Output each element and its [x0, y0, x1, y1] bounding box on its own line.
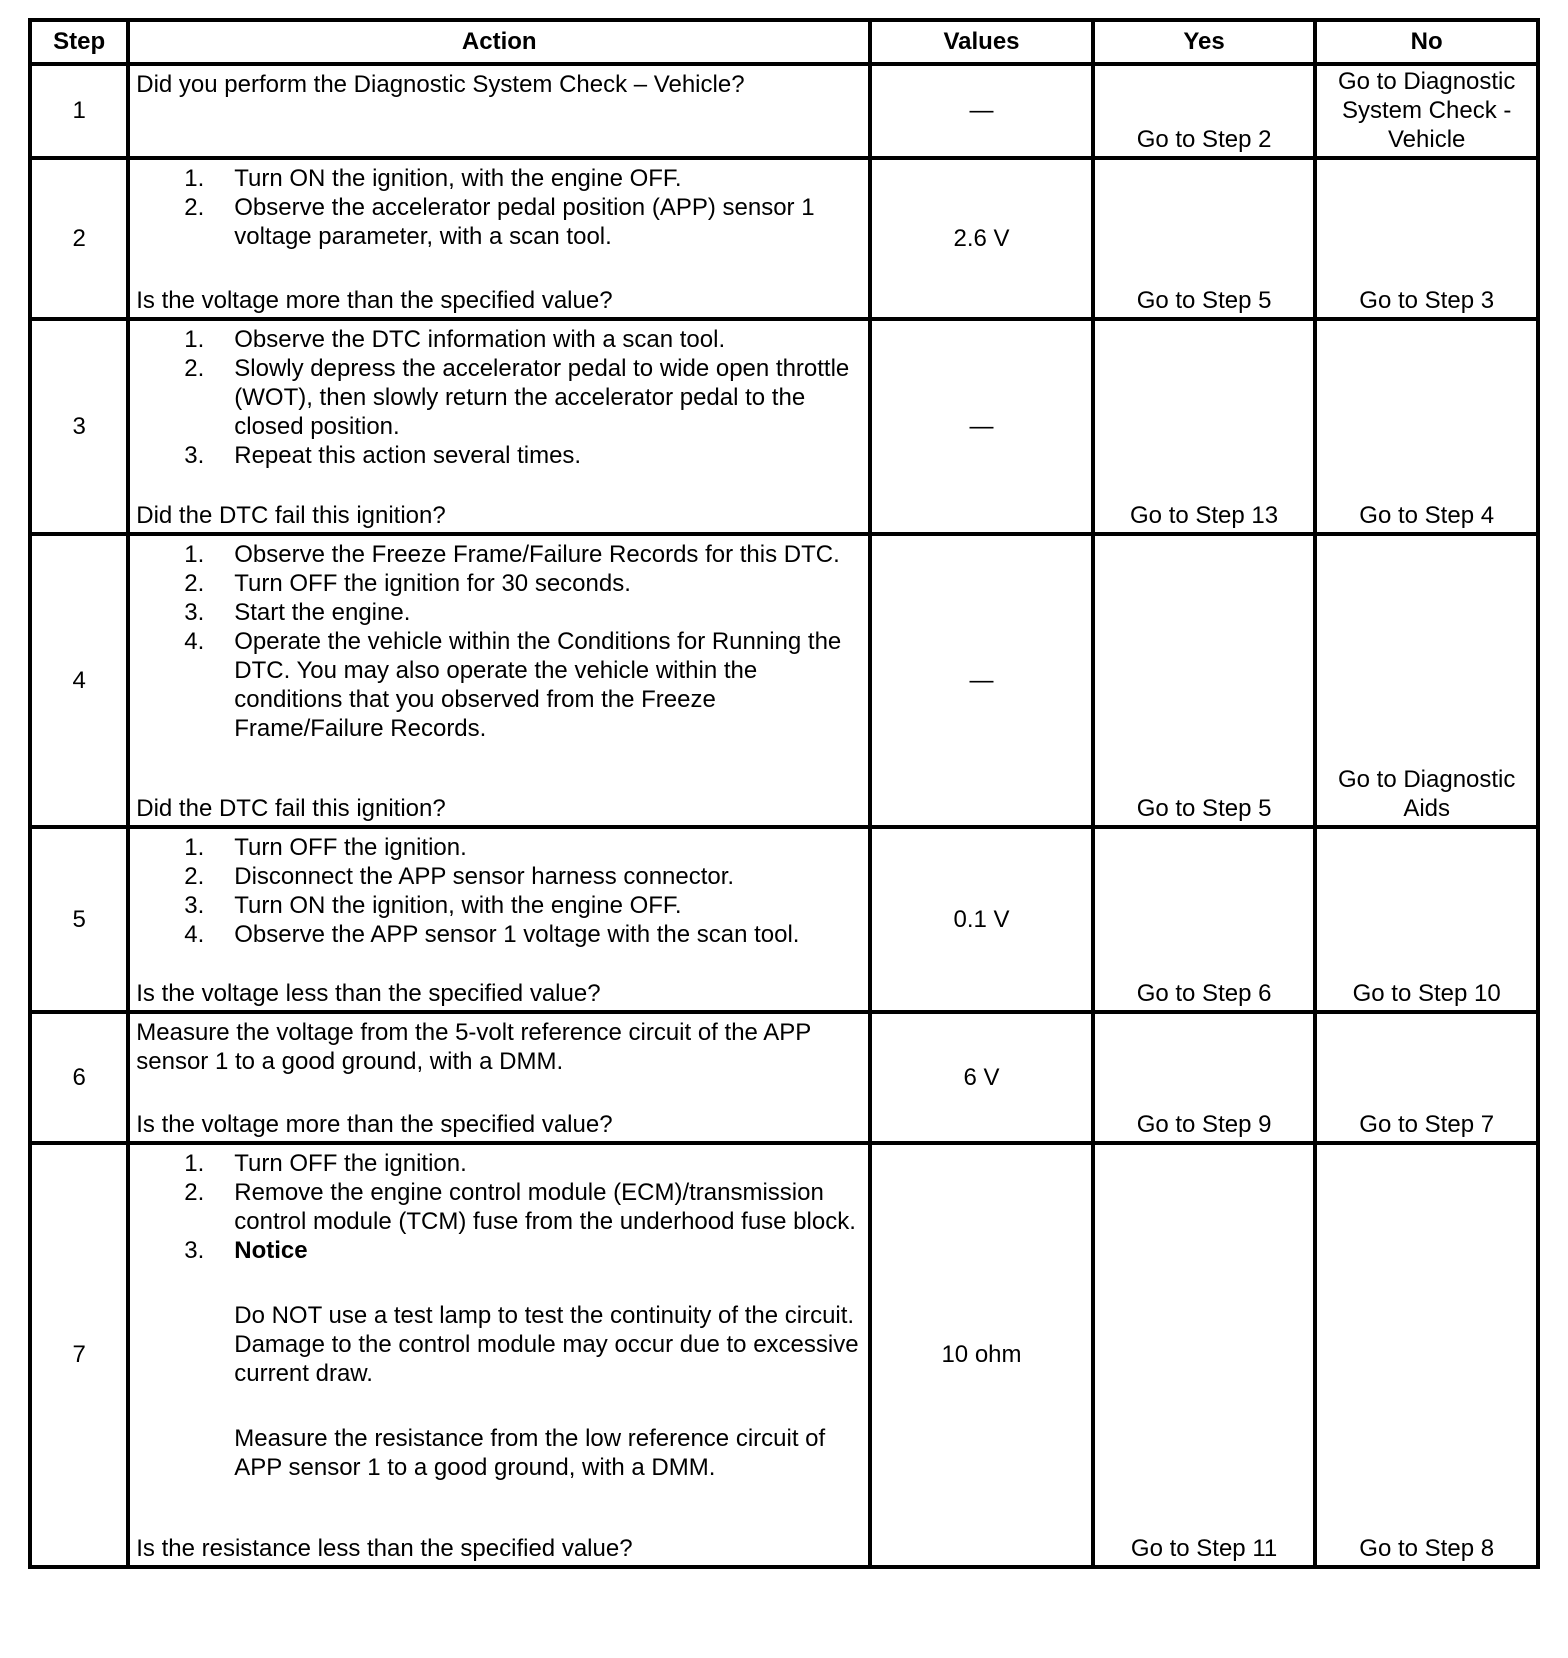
- step-number: 4: [30, 534, 128, 827]
- value-cell: 6 V: [870, 1012, 1093, 1143]
- table-row: [30, 534, 1538, 827]
- action-steps-list: [130, 160, 868, 251]
- action-cell: [128, 1012, 870, 1143]
- list-item: 2. Remove the engine control module (ECM)/transmission control module (TCM) fuse from the underhood fuse block.: [184, 1179, 856, 1235]
- value-cell: —: [870, 319, 1093, 534]
- yes-cell: Go to Step 5: [1093, 158, 1316, 319]
- value-cell: 2.6 V: [870, 158, 1093, 319]
- measure-instruction: Measure the resistance from the low reference circuit of APP sensor 1 to a good ground, with a DMM.: [234, 1425, 826, 1481]
- action-steps-list: [130, 536, 868, 743]
- no-cell: Go to Diagnostic System Check - Vehicle: [1315, 64, 1538, 158]
- yes-cell: Go to Step 9: [1093, 1012, 1316, 1143]
- list-item: 3. Turn ON the ignition, with the engine OFF.: [184, 892, 682, 919]
- table-row: [30, 827, 1538, 1012]
- list-item: 3. Start the engine.: [184, 599, 411, 626]
- action-question: Did the DTC fail this ignition?: [136, 502, 446, 529]
- no-cell: Go to Step 4: [1315, 319, 1538, 534]
- list-item: 2. Turn OFF the ignition for 30 seconds.: [184, 570, 631, 597]
- list-item: 2. Slowly depress the accelerator pedal to wide open throttle (WOT), then slowly return the accelerator pedal to the closed position.: [184, 355, 850, 440]
- no-cell: Go to Step 3: [1315, 158, 1538, 319]
- list-item: 3. Repeat this action several times.: [184, 442, 582, 469]
- step-number: 6: [30, 1012, 128, 1143]
- header-action: Action: [128, 20, 870, 64]
- header-step: Step: [30, 20, 128, 64]
- action-cell: [128, 319, 870, 534]
- action-steps-list: [130, 829, 868, 949]
- step-number: 1: [30, 64, 128, 158]
- table-row: [30, 1012, 1538, 1143]
- action-cell: [128, 1143, 870, 1567]
- list-item: 1. Turn OFF the ignition.: [184, 834, 467, 861]
- list-item: 1. Turn OFF the ignition.: [184, 1150, 467, 1177]
- action-cell: [128, 827, 870, 1012]
- yes-cell: Go to Step 13: [1093, 319, 1316, 534]
- step-number: 5: [30, 827, 128, 1012]
- no-cell: Go to Step 7: [1315, 1012, 1538, 1143]
- action-question: Is the voltage more than the specified value?: [136, 1111, 613, 1138]
- step-number: 7: [30, 1143, 128, 1567]
- step-number: 3: [30, 319, 128, 534]
- notice-body: Do NOT use a test lamp to test the continuity of the circuit. Damage to the control module may occur due to excessive current draw.: [234, 1302, 859, 1387]
- list-item: 1. Observe the DTC information with a scan tool.: [184, 326, 726, 353]
- notice-heading: Notice: [234, 1237, 308, 1264]
- yes-cell: Go to Step 2: [1093, 64, 1316, 158]
- table-row: [30, 158, 1538, 319]
- action-question: Is the resistance less than the specified value?: [136, 1535, 633, 1562]
- no-cell: Go to Diagnostic Aids: [1315, 534, 1538, 827]
- action-steps-list: [130, 321, 868, 470]
- no-cell: Go to Step 8: [1315, 1143, 1538, 1567]
- list-item: 4. Operate the vehicle within the Conditions for Running the DTC. You may also operate the vehicle within the conditions that you observed from the Freeze Frame/Failure Records.: [184, 628, 842, 742]
- list-item: 2. Disconnect the APP sensor harness connector.: [184, 863, 735, 890]
- list-item: 1. Turn ON the ignition, with the engine OFF.: [184, 165, 682, 192]
- header-no: No: [1315, 20, 1538, 64]
- table-row: [30, 1143, 1538, 1567]
- action-text: Measure the voltage from the 5-volt reference circuit of the APP sensor 1 to a good ground, with a DMM.: [136, 1019, 811, 1075]
- header-yes: Yes: [1093, 20, 1316, 64]
- action-cell: [128, 64, 870, 158]
- no-cell: Go to Step 10: [1315, 827, 1538, 1012]
- yes-cell: Go to Step 11: [1093, 1143, 1316, 1567]
- table-row: [30, 64, 1538, 158]
- value-cell: 0.1 V: [870, 827, 1093, 1012]
- yes-cell: Go to Step 6: [1093, 827, 1316, 1012]
- action-question: Is the voltage more than the specified value?: [136, 287, 613, 314]
- list-item: 4. Observe the APP sensor 1 voltage with the scan tool.: [184, 921, 800, 948]
- table-row: [30, 319, 1538, 534]
- action-steps-list: [130, 1145, 868, 1265]
- header-values: Values: [870, 20, 1093, 64]
- value-cell: —: [870, 64, 1093, 158]
- action-text: Did you perform the Diagnostic System Check – Vehicle?: [136, 71, 745, 98]
- value-cell: 10 ohm: [870, 1143, 1093, 1567]
- value-cell: —: [870, 534, 1093, 827]
- list-item: 2. Observe the accelerator pedal position (APP) sensor 1 voltage parameter, with a scan tool.: [184, 194, 815, 250]
- list-item: 3. Notice: [130, 1236, 868, 1265]
- yes-cell: Go to Step 5: [1093, 534, 1316, 827]
- list-item: 1. Observe the Freeze Frame/Failure Records for this DTC.: [184, 541, 840, 568]
- action-question: Is the voltage less than the specified value?: [136, 980, 601, 1007]
- action-cell: [128, 534, 870, 827]
- action-cell: [128, 158, 870, 319]
- step-number: 2: [30, 158, 128, 319]
- diagnostic-table: [28, 18, 1540, 1569]
- header-row: [30, 20, 1538, 64]
- action-question: Did the DTC fail this ignition?: [136, 795, 446, 822]
